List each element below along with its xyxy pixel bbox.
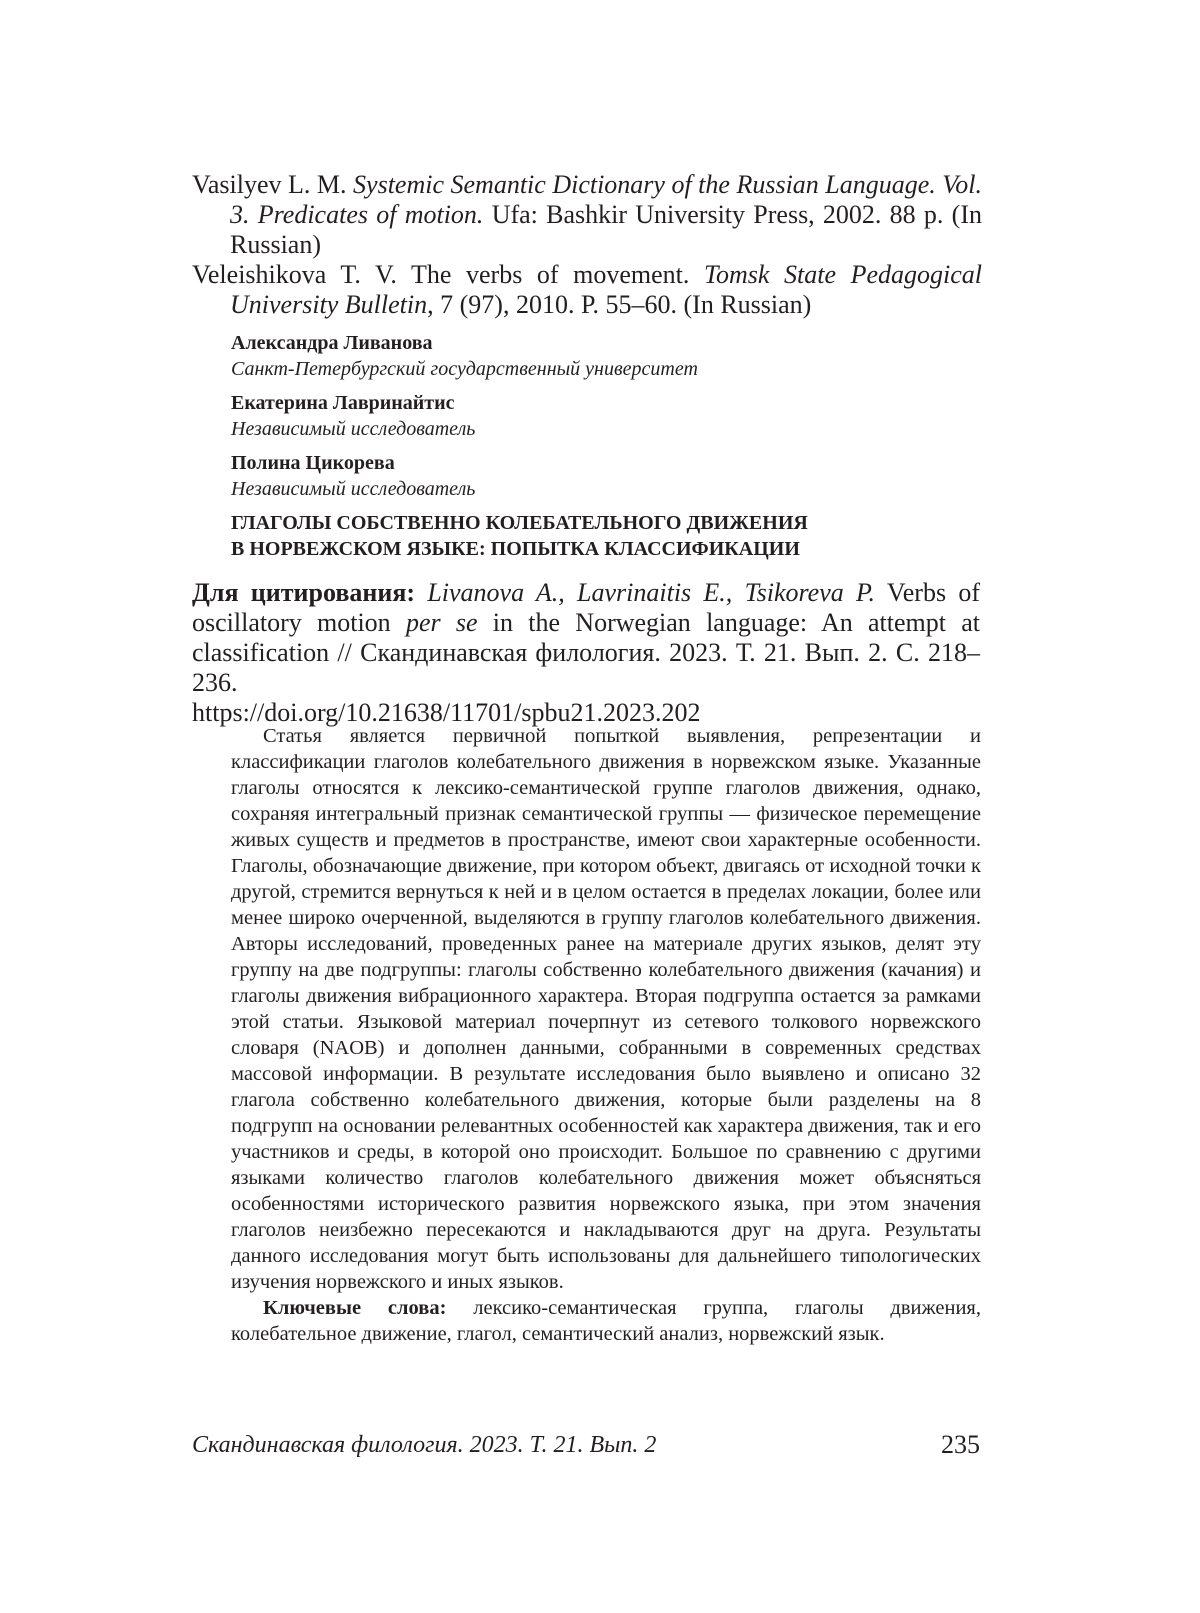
page-footer (192, 1430, 980, 1462)
reference-lead: Veleishikova T. V. The verbs of movement. (192, 260, 704, 289)
authors-block (231, 330, 991, 562)
references-list (192, 170, 982, 320)
reference-item (192, 260, 982, 320)
abstract (231, 723, 981, 1347)
keywords (231, 1295, 981, 1347)
reference-tail: , 7 (97), 2010. P. 55–60. (In Russian) (427, 290, 812, 319)
author-name: Полина Цикорева (231, 452, 395, 474)
citation-label: Для цитирования: (192, 578, 416, 607)
reference-title: Systemic Semantic Dictionary of the Russian Language. Vol. 3. Predicates of motion. (230, 170, 983, 229)
reference-tail: Ufa: Bashkir University Press, 2002. 88 p. (In Russian) (230, 200, 983, 259)
author-entry (231, 330, 991, 382)
author-affiliation: Санкт-Петербургский государственный университет (231, 358, 698, 380)
author-affiliation: Независимый исследователь (231, 418, 476, 440)
article-title-line: В НОРВЕЖСКОМ ЯЗЫКЕ: ПОПЫТКА КЛАССИФИКАЦИИ (231, 538, 800, 560)
citation-block (192, 578, 980, 728)
abstract-text: Статья является первичной попыткой выявления, репрезентации и классификации глаголов колебательного движения в норвежском языке. Указанные глаголы относятся к лексико-семантической группе глаголов движения, однако, сохраняя интегральный признак семантической группы — физическое перемещение живых существ и предметов в пространстве, имеют свои характерные особенности. Глаголы, обозначающие движение, при котором объект, двигаясь от исходной точки к другой, стремится вернуться к ней и в целом остается в пределах локации, более или менее широко очерченной, выделяются в группу глаголов колебательного движения. Авторы исследований, проведенных ранее на материале других языков, делят эту группу на две подгруппы: глаголы собственно колебательного движения (качания) и глаголы движения вибрационного характера. Вторая подгруппа остается за рамками этой статьи. Языковой материал почерпнут из сетевого толкового норвежского словаря (NAOB) и дополнен данными, собранными в современных средствах массовой информации. В результате исследования было выявлено и описано 32 глагола собственно колебательного движения, которые были разделены на 8 подгрупп на основании релевантных особенностей как характера движения, так и его участников и среды, в которой оно происходит. Большое по сравнению с другими языками количество глаголов колебательного движения может объясняться особенностями исторического развития норвежского языка, при этом значения глаголов неизбежно пересекаются и накладываются друг на друга. Результаты данного исследования могут быть использованы для дальнейшего типологических изучения норвежского и иных языков. (231, 725, 981, 1293)
citation-text: in the Norwegian language: An attempt at classification // Скандинавская филология. 2023. Т. 21. Вып. 2. С. 218–236. (192, 608, 980, 697)
page-number: 235 (941, 1430, 980, 1459)
author-name: Александра Ливанова (231, 332, 433, 354)
article-title-line: ГЛАГОЛЫ СОБСТВЕННО КОЛЕБАТЕЛЬНОГО ДВИЖЕНИЯ (231, 512, 808, 534)
article-title (231, 510, 991, 562)
keywords-list: лексико-семантическая группа, глаголы движения, колебательное движение, глагол, семантический анализ, норвежский язык. (231, 1297, 981, 1345)
keywords-label: Ключевые слова: (263, 1297, 447, 1319)
author-entry (231, 450, 991, 502)
author-entry (231, 390, 991, 442)
citation-per-se: per se (405, 608, 478, 637)
citation-doi-link[interactable]: https://doi.org/10.21638/11701/spbu21.2023.202 (192, 698, 701, 727)
footer-journal: Скандинавская филология. 2023. Т. 21. Вып. 2 (192, 1432, 657, 1458)
author-name: Екатерина Лавринайтис (231, 392, 455, 414)
reference-title: Tomsk State Pedagogical University Bulletin (230, 260, 983, 319)
author-affiliation: Независимый исследователь (231, 478, 476, 500)
citation-authors: Livanova A., Lavrinaitis E., Tsikoreva P. (427, 578, 876, 607)
citation-text: Verbs of oscillatory motion (192, 578, 980, 637)
reference-item (192, 170, 982, 260)
reference-lead: Vasilyev L. M. (192, 170, 354, 199)
